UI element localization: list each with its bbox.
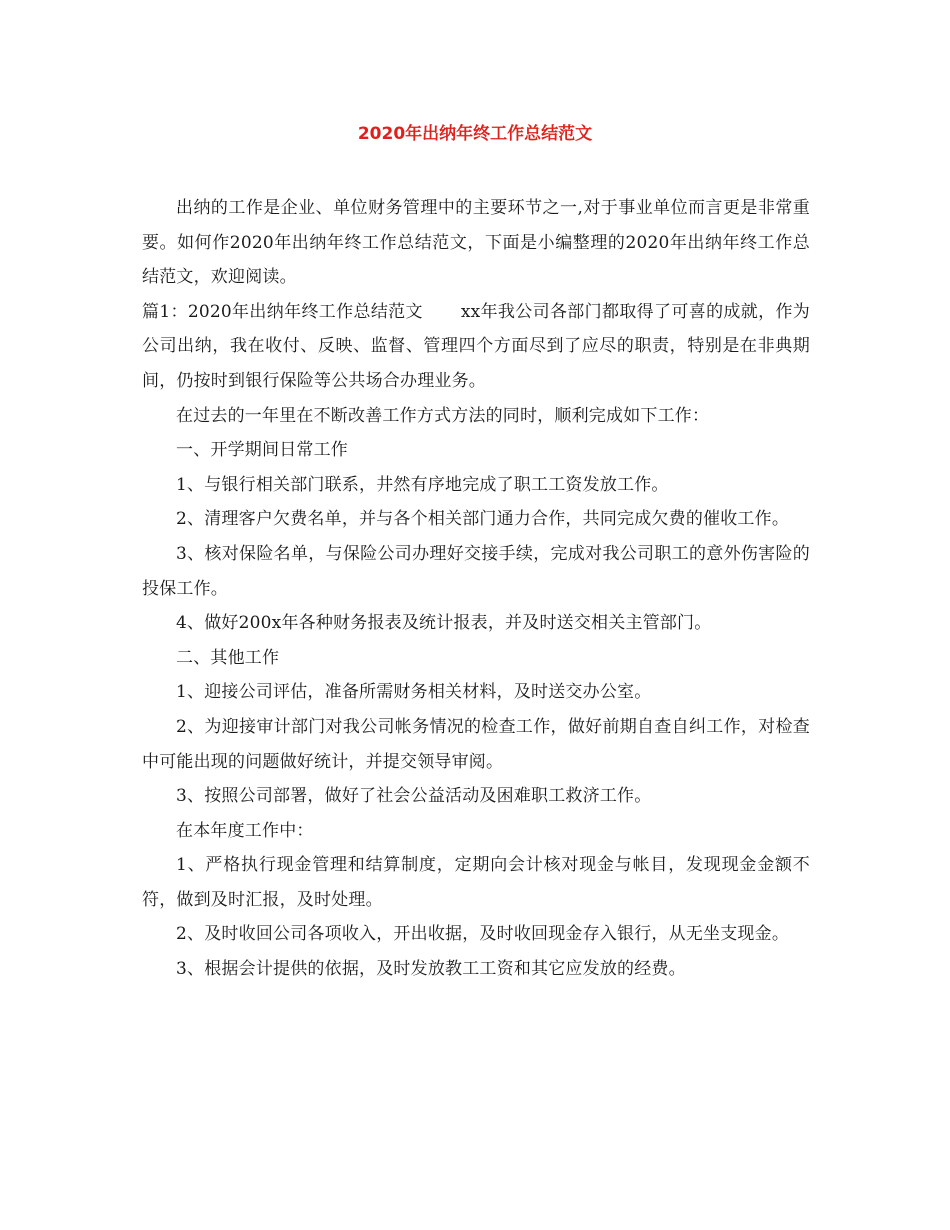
- intro-paragraph: 出纳的工作是企业、单位财务管理中的主要环节之一,对于事业单位而言更是非常重要。如何作2020年出纳年终工作总结范文，下面是小编整理的2020年出纳年终工作总结范文，欢迎阅读。: [142, 198, 810, 288]
- heading-other-work: 二、其他工作: [176, 647, 280, 668]
- heading-daily-work: 一、开学期间日常工作: [176, 440, 348, 461]
- paragraph: 1、与银行相关部门联系，井然有序地完成了职工工资发放工作。: [176, 474, 669, 495]
- paragraph: 1、迎接公司评估，准备所需财务相关材料，及时送交办公室。: [176, 682, 652, 703]
- paragraph: 3、按照公司部署，做好了社会公益活动及困难职工救济工作。: [176, 786, 652, 807]
- section-paragraph: [142, 295, 810, 399]
- paragraph: 1、严格执行现金管理和结算制度，定期向会计核对现金与帐目，发现现金金额不符，做到及时汇报，及时处理。: [142, 855, 810, 910]
- heading-this-year: 在本年度工作中：: [176, 820, 314, 841]
- document-body: [142, 191, 810, 987]
- paragraph: 2、为迎接审计部门对我公司帐务情况的检查工作，做好前期自查自纠工作，对检查中可能出现的问题做好统计，并提交领导审阅。: [142, 716, 810, 772]
- paragraph: 2、及时收回公司各项收入，开出收据，及时收回现金存入银行，从无坐支现金。: [176, 924, 790, 945]
- paragraph: 3、核对保险名单，与保险公司办理好交接手续，完成对我公司职工的意外伤害险的投保工作。: [142, 543, 810, 599]
- paragraph: 4、做好200x年各种财务报表及统计报表，并及时送交相关主管部门。: [176, 613, 712, 634]
- document-title: 2020年出纳年终工作总结范文: [357, 124, 593, 144]
- paragraph: 2、清理客户欠费名单，并与各个相关部门通力合作，共同完成欠费的催收工作。: [176, 509, 790, 530]
- section-text: xx年我公司各部门都取得了可喜的成就，作为公司出纳，我在收付、反映、监督、管理四个方面尽到了应尽的职责，特别是在非典期间，仍按时到银行保险等公共场合办理业务。: [142, 301, 810, 391]
- paragraph: 在过去的一年里在不断改善工作方式方法的同时，顺利完成如下工作：: [176, 405, 710, 426]
- section-label: 篇1：2020年出纳年终工作总结范文: [142, 301, 423, 322]
- paragraph: 3、根据会计提供的依据，及时发放教工工资和其它应发放的经费。: [176, 959, 686, 980]
